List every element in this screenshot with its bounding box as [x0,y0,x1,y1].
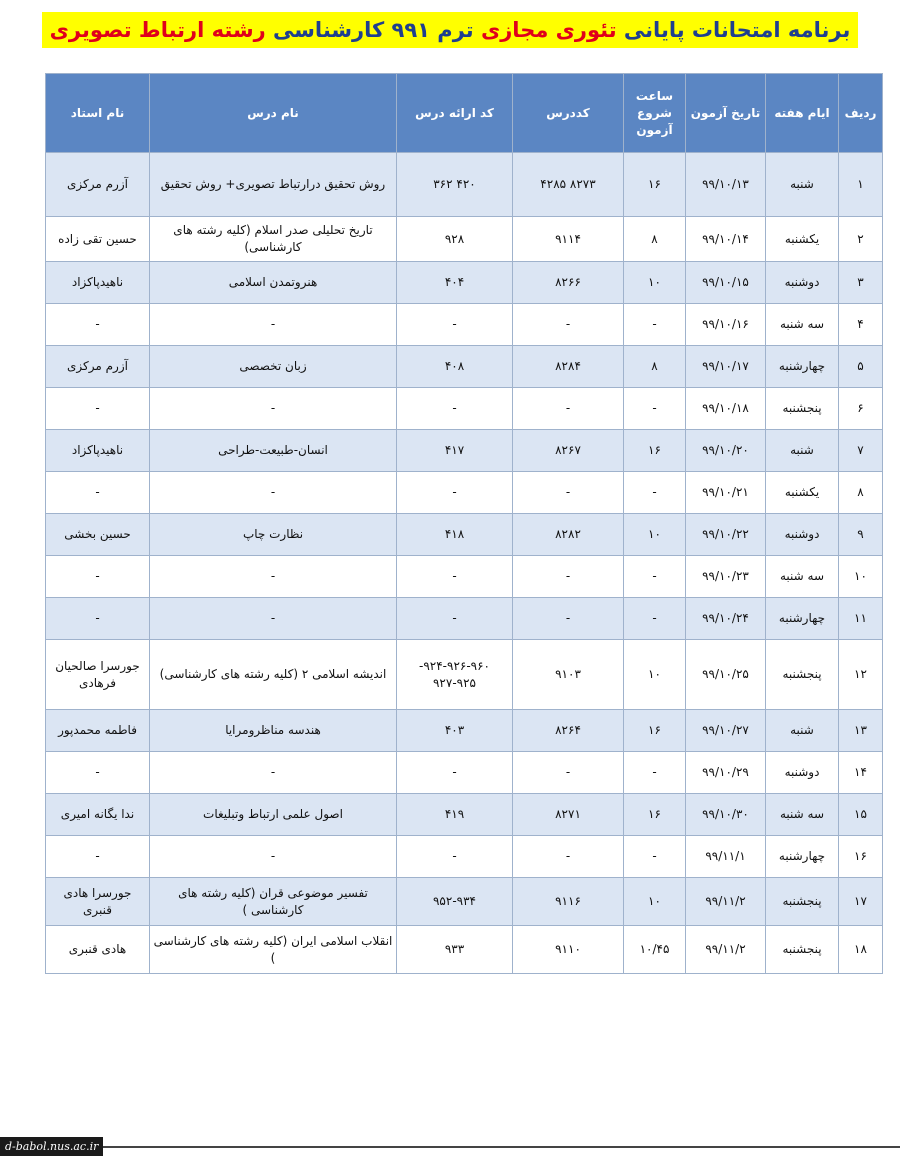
cell-row: ۱۲ [839,640,883,710]
cell-teacher: جورسرا هادی قنبری [46,878,150,926]
cell-teacher: آزرم مرکزی [46,153,150,217]
cell-course: - [150,836,397,878]
cell-row: ۱۴ [839,752,883,794]
table-row [46,304,883,346]
cell-date: ۹۹/۱۰/۲۲ [686,514,766,556]
cell-row: ۱۱ [839,598,883,640]
cell-teacher: حسین تقی زاده [46,217,150,262]
cell-time: ۸ [624,346,686,388]
table-row [46,836,883,878]
cell-day: یکشنبه [766,472,839,514]
cell-date: ۹۹/۱۰/۳۰ [686,794,766,836]
cell-course: - [150,388,397,430]
cell-date: ۹۹/۱۰/۲۱ [686,472,766,514]
cell-offer: ۴۱۸ [397,514,513,556]
table-row [46,217,883,262]
cell-date: ۹۹/۱۱/۲ [686,926,766,974]
cell-time: ۱۰ [624,514,686,556]
cell-code: ۸۲۶۶ [513,262,624,304]
header-date: تاریخ آزمون [686,74,766,153]
cell-offer: ۴۰۳ [397,710,513,752]
cell-time: ۱۶ [624,710,686,752]
table-row [46,472,883,514]
cell-day: چهارشنبه [766,836,839,878]
cell-time: ۱۶ [624,430,686,472]
cell-course: هندسه مناظرومرایا [150,710,397,752]
cell-teacher: ناهیدپاکزاد [46,262,150,304]
cell-day: پنجشنبه [766,388,839,430]
exam-schedule-table [45,73,883,974]
cell-course: - [150,598,397,640]
table-row [46,878,883,926]
cell-row: ۱۰ [839,556,883,598]
cell-time: - [624,304,686,346]
cell-offer: - [397,472,513,514]
cell-date: ۹۹/۱۰/۲۵ [686,640,766,710]
cell-time: ۱۰/۴۵ [624,926,686,974]
cell-code: ۸۲۸۴ [513,346,624,388]
cell-offer: - [397,752,513,794]
footer-site-url[interactable]: d-babol.nus.ac.ir [0,1137,103,1156]
cell-teacher: جورسرا صالحیان فرهادی [46,640,150,710]
table-row [46,430,883,472]
cell-day: سه شنبه [766,556,839,598]
cell-code: ۹۱۱۰ [513,926,624,974]
cell-teacher: - [46,304,150,346]
cell-time: ۱۰ [624,878,686,926]
cell-teacher: فاطمه محمدپور [46,710,150,752]
cell-offer: - [397,304,513,346]
cell-date: ۹۹/۱۰/۱۶ [686,304,766,346]
table-row [46,153,883,217]
cell-offer: ۴۱۷ [397,430,513,472]
cell-teacher: حسین بخشی [46,514,150,556]
title-part-3: ترم ۹۹۱ کارشناسی [273,18,474,42]
cell-code: - [513,598,624,640]
title-part-4: رشته ارتباط تصویری [49,18,266,42]
cell-row: ۱۶ [839,836,883,878]
header-offer-code: کد ارائه درس [397,74,513,153]
cell-time: ۱۶ [624,153,686,217]
table-row [46,514,883,556]
cell-course: هنروتمدن اسلامی [150,262,397,304]
cell-time: - [624,752,686,794]
cell-teacher: - [46,752,150,794]
table-row [46,346,883,388]
cell-teacher: - [46,472,150,514]
title-part-1: برنامه امتحانات پایانی [623,18,851,42]
cell-day: یکشنبه [766,217,839,262]
cell-offer: - [397,836,513,878]
cell-day: پنجشنبه [766,926,839,974]
cell-date: ۹۹/۱۱/۱ [686,836,766,878]
cell-code: ۸۲۸۲ [513,514,624,556]
page-title [42,12,859,48]
header-course-code: کددرس [513,74,624,153]
cell-time: - [624,836,686,878]
header-course-name: نام درس [150,74,397,153]
table-row [46,710,883,752]
cell-day: شنبه [766,153,839,217]
cell-time: ۸ [624,217,686,262]
cell-row: ۱ [839,153,883,217]
cell-offer: ۹۳۳ [397,926,513,974]
cell-code: ۸۲۶۴ [513,710,624,752]
cell-date: ۹۹/۱۰/۲۹ [686,752,766,794]
cell-row: ۱۵ [839,794,883,836]
footer-divider [0,1146,900,1148]
cell-course: زبان تخصصی [150,346,397,388]
header-row-number: ردیف [839,74,883,153]
title-part-2: تئوری مجازی [480,18,617,42]
cell-row: ۷ [839,430,883,472]
cell-day: چهارشنبه [766,598,839,640]
cell-date: ۹۹/۱۰/۱۵ [686,262,766,304]
cell-time: - [624,388,686,430]
table-row [46,388,883,430]
cell-day: سه شنبه [766,304,839,346]
cell-row: ۹ [839,514,883,556]
cell-row: ۱۷ [839,878,883,926]
cell-code: ۸۲۶۷ [513,430,624,472]
cell-day: شنبه [766,710,839,752]
cell-offer: ۴۲۰ ۳۶۲ [397,153,513,217]
cell-code: ۹۱۱۴ [513,217,624,262]
cell-row: ۵ [839,346,883,388]
title-wrapper [0,12,900,48]
cell-code: - [513,836,624,878]
cell-offer: ۴۱۹ [397,794,513,836]
cell-code: ۸۲۷۱ [513,794,624,836]
cell-offer: - [397,388,513,430]
cell-day: پنجشنبه [766,878,839,926]
cell-course: انسان-طبیعت-طراحی [150,430,397,472]
cell-row: ۱۳ [839,710,883,752]
cell-teacher: هادی قنبری [46,926,150,974]
cell-day: دوشنبه [766,514,839,556]
table-row [46,262,883,304]
cell-code: ۹۱۰۳ [513,640,624,710]
cell-course: انقلاب اسلامی ایران (کلیه رشته های کارشناسی ) [150,926,397,974]
cell-teacher: - [46,556,150,598]
cell-offer: ۹۵۲-۹۳۴ [397,878,513,926]
cell-teacher: - [46,388,150,430]
table-row [46,752,883,794]
table-row [46,640,883,710]
cell-teacher: - [46,836,150,878]
header-teacher: نام استاد [46,74,150,153]
cell-offer: - [397,598,513,640]
cell-code: ۸۲۷۳ ۴۲۸۵ [513,153,624,217]
cell-offer: ۹۲۸ [397,217,513,262]
cell-date: ۹۹/۱۰/۱۴ [686,217,766,262]
cell-course: - [150,304,397,346]
cell-date: ۹۹/۱۰/۱۸ [686,388,766,430]
cell-code: - [513,472,624,514]
cell-course: - [150,472,397,514]
table-row [46,556,883,598]
cell-time: - [624,598,686,640]
cell-row: ۱۸ [839,926,883,974]
cell-course: - [150,556,397,598]
cell-day: پنجشنبه [766,640,839,710]
cell-offer: - [397,556,513,598]
cell-time: ۱۰ [624,640,686,710]
table-body [46,153,883,974]
cell-offer: ۴۰۴ [397,262,513,304]
cell-offer: ۹۲۴-۹۲۶-۹۶۰- ۹۲۷-۹۲۵ [397,640,513,710]
cell-offer: ۴۰۸ [397,346,513,388]
cell-code: - [513,556,624,598]
cell-time: - [624,556,686,598]
cell-date: ۹۹/۱۰/۱۳ [686,153,766,217]
cell-course: روش تحقیق درارتباط تصویری+ روش تحقیق [150,153,397,217]
cell-course: - [150,752,397,794]
cell-teacher: ندا یگانه امیری [46,794,150,836]
cell-time: - [624,472,686,514]
cell-time: ۱۰ [624,262,686,304]
cell-row: ۴ [839,304,883,346]
header-time: ساعت شروع آزمون [624,74,686,153]
cell-day: سه شنبه [766,794,839,836]
header-day: ایام هفته [766,74,839,153]
cell-course: نظارت چاپ [150,514,397,556]
table-row [46,598,883,640]
cell-teacher: - [46,598,150,640]
cell-code: - [513,752,624,794]
cell-day: شنبه [766,430,839,472]
cell-code: - [513,388,624,430]
cell-course: تفسیر موضوعی قران (کلیه رشته های کارشناسی ) [150,878,397,926]
cell-row: ۳ [839,262,883,304]
cell-code: ۹۱۱۶ [513,878,624,926]
cell-date: ۹۹/۱۰/۱۷ [686,346,766,388]
cell-date: ۹۹/۱۰/۲۷ [686,710,766,752]
cell-code: - [513,304,624,346]
cell-day: دوشنبه [766,262,839,304]
table-header-row [46,74,883,153]
cell-teacher: ناهیدپاکزاد [46,430,150,472]
cell-course: اصول علمی ارتباط وتبلیغات [150,794,397,836]
cell-day: دوشنبه [766,752,839,794]
table-row [46,794,883,836]
table-row [46,926,883,974]
cell-date: ۹۹/۱۰/۲۳ [686,556,766,598]
cell-day: چهارشنبه [766,346,839,388]
cell-course: اندیشه اسلامی ۲ (کلیه رشته های کارشناسی) [150,640,397,710]
cell-time: ۱۶ [624,794,686,836]
cell-course: تاریخ تحلیلی صدر اسلام (کلیه رشته های کارشناسی) [150,217,397,262]
cell-row: ۸ [839,472,883,514]
cell-date: ۹۹/۱۰/۲۴ [686,598,766,640]
cell-row: ۲ [839,217,883,262]
cell-date: ۹۹/۱۱/۲ [686,878,766,926]
cell-teacher: آزرم مرکزی [46,346,150,388]
cell-row: ۶ [839,388,883,430]
cell-date: ۹۹/۱۰/۲۰ [686,430,766,472]
